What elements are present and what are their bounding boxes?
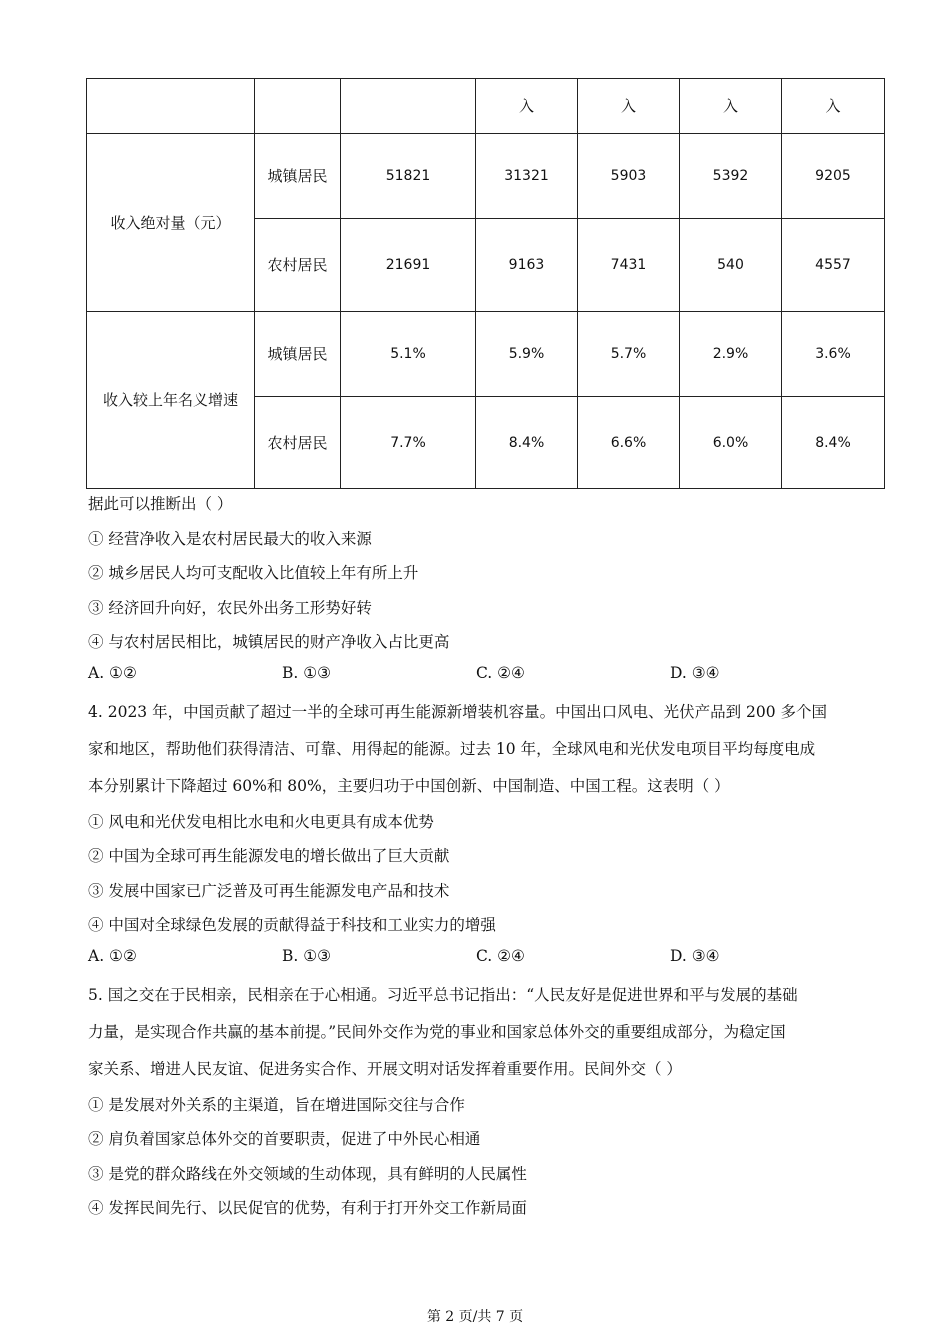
- q3-item-4: ④ 与农村居民相比，城镇居民的财产净收入占比更高: [88, 633, 450, 651]
- q4-item-1: ① 风电和光伏发电相比水电和火电更具有成本优势: [88, 813, 434, 831]
- q5-item-1: ① 是发展对外关系的主渠道，旨在增进国际交往与合作: [88, 1096, 465, 1114]
- q3-option-c[interactable]: C. ②④: [476, 664, 525, 682]
- table-header-row: [87, 79, 885, 134]
- q5-item-3: ③ 是党的群众路线在外交领域的生动体现，具有鲜明的人民属性: [88, 1165, 527, 1183]
- table-cell: 入: [782, 79, 885, 134]
- group-label-absolute: 收入绝对量（元）: [87, 134, 255, 312]
- q5-item-4: ④ 发挥民间先行、以民促官的优势，有利于打开外交工作新局面: [88, 1199, 527, 1217]
- table-cell: 入: [680, 79, 782, 134]
- row-label: 城镇居民: [255, 134, 341, 219]
- table-cell: [87, 79, 255, 134]
- table-cell: 51821: [341, 134, 476, 219]
- table-cell: 5.7%: [578, 312, 680, 397]
- table-cell: 入: [476, 79, 578, 134]
- q3-item-2: ② 城乡居民人均可支配收入比值较上年有所上升: [88, 564, 419, 582]
- table-cell: 2.9%: [680, 312, 782, 397]
- q4-option-c[interactable]: C. ②④: [476, 947, 525, 965]
- table-cell: 3.6%: [782, 312, 885, 397]
- table-cell: 9205: [782, 134, 885, 219]
- income-table: [86, 78, 885, 489]
- q3-item-3: ③ 经济回升向好，农民外出务工形势好转: [88, 599, 372, 617]
- q4-item-3: ③ 发展中国家已广泛普及可再生能源发电产品和技术: [88, 882, 450, 900]
- q4-stem-line-3: 本分别累计下降超过 60%和 80%，主要归功于中国创新、中国制造、中国工程。这表明（ ）: [88, 777, 730, 795]
- q5-stem-line-2: 力量，是实现合作共赢的基本前提。”民间外交作为党的事业和国家总体外交的重要组成部分，为稳定国: [88, 1023, 786, 1041]
- page-footer: 第 2 页/共 7 页: [426, 1309, 524, 1325]
- table-cell: 31321: [476, 134, 578, 219]
- row-label: 城镇居民: [255, 312, 341, 397]
- table-cell: 5.9%: [476, 312, 578, 397]
- q4-stem-line-2: 家和地区，帮助他们获得清洁、可靠、用得起的能源。过去 10 年，全球风电和光伏发电项目平均每度电成: [88, 740, 816, 758]
- row-label: 农村居民: [255, 397, 341, 489]
- table-cell: 8.4%: [476, 397, 578, 489]
- q4-option-b[interactable]: B. ①③: [282, 947, 332, 965]
- q4-stem-line-1: 4. 2023 年，中国贡献了超过一半的全球可再生能源新增装机容量。中国出口风电、光伏产品到 200 多个国: [88, 703, 828, 721]
- table-cell: 入: [578, 79, 680, 134]
- group-label-growth: 收入较上年名义增速: [87, 312, 255, 489]
- table-cell: 7.7%: [341, 397, 476, 489]
- table-cell: 9163: [476, 219, 578, 312]
- table-cell: 5.1%: [341, 312, 476, 397]
- table-cell: 6.0%: [680, 397, 782, 489]
- q3-item-1: ① 经营净收入是农村居民最大的收入来源: [88, 530, 372, 548]
- q3-option-d[interactable]: D. ③④: [670, 664, 720, 682]
- table-cell: 7431: [578, 219, 680, 312]
- table-cell: [341, 79, 476, 134]
- table-cell: 8.4%: [782, 397, 885, 489]
- q5-stem-line-3: 家关系、增进人民友谊、促进务实合作、开展文明对话发挥着重要作用。民间外交（ ）: [88, 1060, 682, 1078]
- q5-stem-line-1: 5. 国之交在于民相亲，民相亲在于心相通。习近平总书记指出：“人民友好是促进世界和平与发展的基础: [88, 986, 798, 1004]
- q4-option-a[interactable]: A. ①②: [88, 947, 137, 965]
- q3-stem: 据此可以推断出（ ）: [88, 495, 233, 513]
- q4-item-2: ② 中国为全球可再生能源发电的增长做出了巨大贡献: [88, 847, 450, 865]
- q3-option-b[interactable]: B. ①③: [282, 664, 332, 682]
- q4-item-4: ④ 中国对全球绿色发展的贡献得益于科技和工业实力的增强: [88, 916, 496, 934]
- q5-item-2: ② 肩负着国家总体外交的首要职责，促进了中外民心相通: [88, 1130, 481, 1148]
- table-cell: 5392: [680, 134, 782, 219]
- table-cell: [255, 79, 341, 134]
- table-row: [87, 134, 885, 219]
- table-cell: 4557: [782, 219, 885, 312]
- q4-option-d[interactable]: D. ③④: [670, 947, 720, 965]
- table-cell: 5903: [578, 134, 680, 219]
- table-cell: 21691: [341, 219, 476, 312]
- table-cell: 6.6%: [578, 397, 680, 489]
- table-cell: 540: [680, 219, 782, 312]
- table-row: [87, 312, 885, 397]
- q3-option-a[interactable]: A. ①②: [88, 664, 137, 682]
- row-label: 农村居民: [255, 219, 341, 312]
